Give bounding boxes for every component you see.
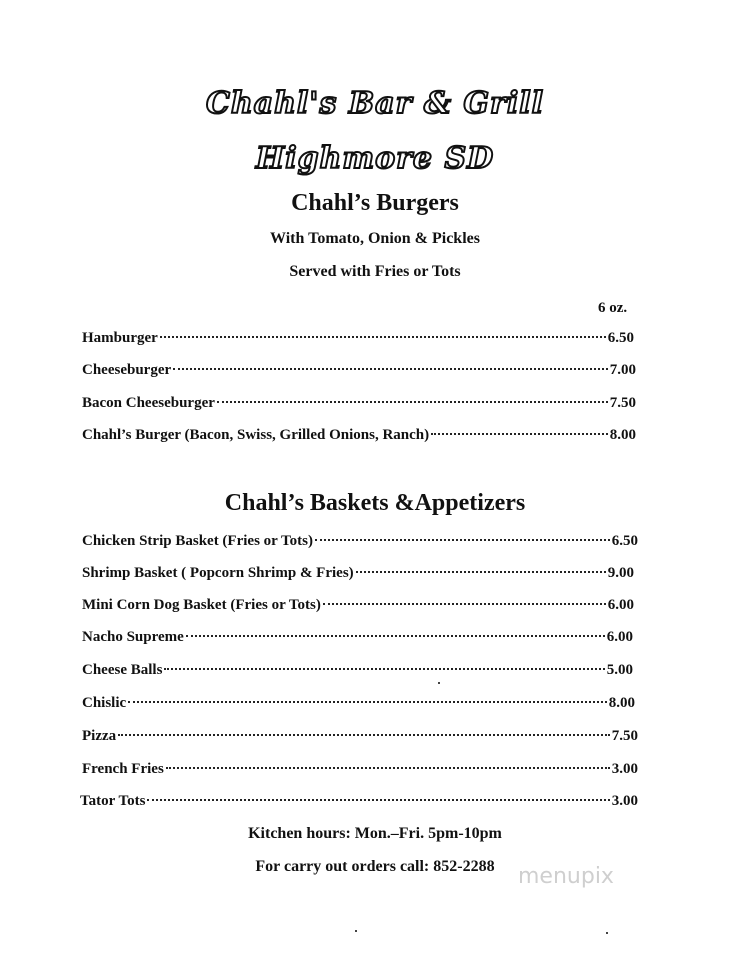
menu-item-row: [82, 662, 633, 679]
menu-item-price: 8.00: [609, 427, 636, 443]
menu-item-row: [82, 629, 633, 646]
menu-item-name: Chicken Strip Basket (Fries or Tots): [82, 533, 313, 549]
burgers-subtitle-toppings: With Tomato, Onion & Pickles: [270, 230, 480, 247]
restaurant-location: Highmore SD: [255, 141, 495, 176]
leader-dots: [166, 767, 610, 769]
leader-dots: [160, 336, 606, 338]
menu-item-price: 6.00: [607, 597, 634, 613]
leader-dots: [147, 799, 609, 801]
scan-speck: [606, 932, 608, 934]
menu-item-name: French Fries: [82, 761, 164, 777]
leader-dots: [118, 734, 610, 736]
leader-dots: [323, 603, 606, 605]
menu-item-row: [82, 330, 634, 347]
menu-item-price: 6.00: [606, 629, 633, 645]
menu-item-price: 7.00: [609, 362, 636, 378]
menu-item-name: Hamburger: [82, 330, 158, 346]
menu-item-row: [82, 362, 636, 379]
menu-item-row: [82, 597, 634, 614]
menu-item-name: Cheese Balls: [82, 662, 163, 678]
leader-dots: [128, 701, 607, 703]
leader-dots: [173, 368, 608, 370]
menu-item-name: Chahl’s Burger (Bacon, Swiss, Grilled Onions, Ranch): [82, 427, 430, 443]
leader-dots: [186, 635, 605, 637]
leader-dots: [164, 668, 604, 670]
menu-item-row: [80, 793, 638, 810]
menu-item-name: Bacon Cheeseburger: [82, 395, 215, 411]
menu-item-price: 5.00: [606, 662, 633, 678]
menu-item-name: Pizza: [82, 728, 117, 744]
restaurant-logo: Chahl's Bar & Grill: [205, 86, 545, 121]
menu-item-row: [82, 533, 638, 550]
carry-out-phone: For carry out orders call: 852-2288: [255, 858, 495, 875]
menu-item-name: Cheeseburger: [82, 362, 172, 378]
portion-size-label: 6 oz.: [598, 300, 628, 316]
leader-dots: [356, 571, 606, 573]
menupix-watermark: menupix: [518, 864, 614, 889]
burgers-subtitle-sides: Served with Fries or Tots: [289, 263, 461, 280]
leader-dots: [315, 539, 610, 541]
menu-item-row: [82, 728, 638, 745]
scan-speck: [355, 930, 357, 932]
kitchen-hours: Kitchen hours: Mon.–Fri. 5pm-10pm: [248, 825, 502, 842]
menu-item-name: Mini Corn Dog Basket (Fries or Tots): [82, 597, 321, 613]
menu-item-price: 8.00: [608, 695, 635, 711]
menu-item-name: Nacho Supreme: [82, 629, 184, 645]
menu-item-price: 7.50: [609, 395, 636, 411]
menu-item-price: 9.00: [607, 565, 634, 581]
menu-item-price: 6.50: [607, 330, 634, 346]
scan-speck: [438, 682, 440, 684]
menu-item-row: [82, 761, 638, 778]
menu-item-row: [82, 565, 634, 582]
menu-item-name: Chislic: [82, 695, 127, 711]
menu-item-price: 3.00: [611, 793, 638, 809]
burgers-section-title: Chahl’s Burgers: [291, 190, 459, 216]
baskets-section-title: Chahl’s Baskets &Appetizers: [224, 490, 526, 516]
leader-dots: [431, 433, 608, 435]
menu-item-price: 3.00: [611, 761, 638, 777]
menu-item-name: Tator Tots: [80, 793, 146, 809]
menu-item-price: 6.50: [611, 533, 638, 549]
menu-item-price: 7.50: [611, 728, 638, 744]
menu-item-row: [82, 695, 635, 712]
menu-item-row: [82, 395, 636, 412]
leader-dots: [217, 401, 608, 403]
menu-item-name: Shrimp Basket ( Popcorn Shrimp & Fries): [82, 565, 354, 581]
menu-item-row: [82, 427, 636, 444]
